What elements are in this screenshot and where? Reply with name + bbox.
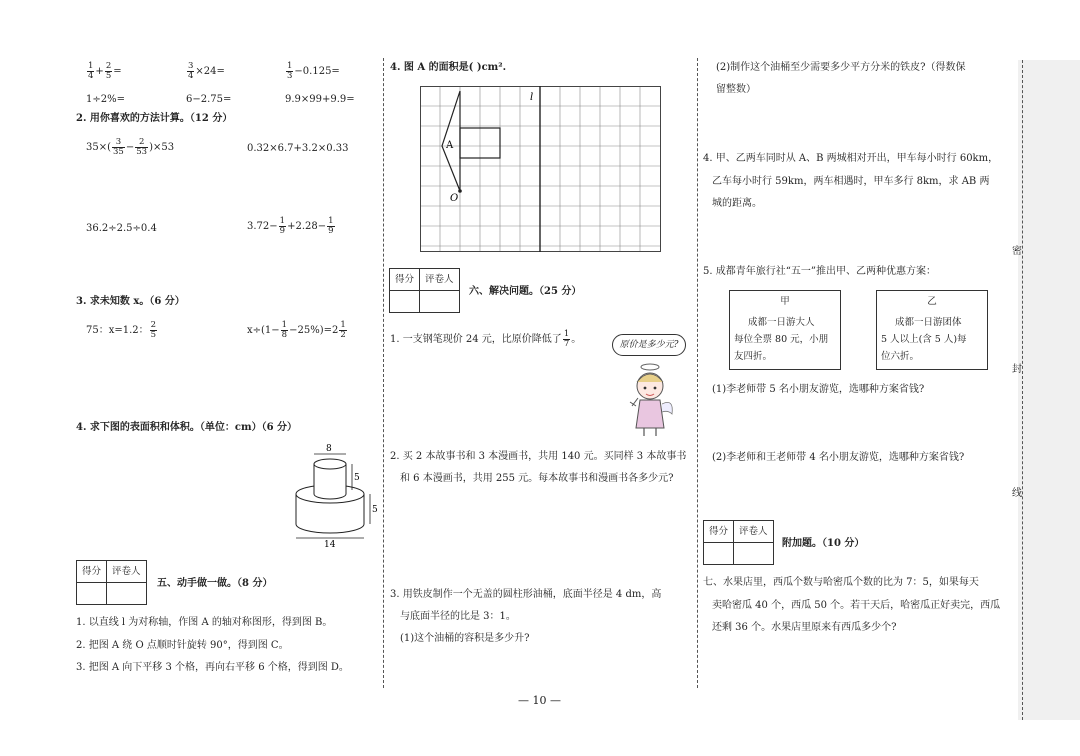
shape-label: A: [446, 140, 454, 151]
problem-text: 2. 买 2 本故事书和 3 本漫画书，共用 140 元。买同样 3 本故事书: [390, 451, 687, 462]
plan-line: 成都一日游大人: [748, 317, 815, 328]
problem-text: 留整数）: [716, 84, 756, 95]
plan-line: 位六折。: [881, 351, 920, 362]
column-divider-2: [697, 58, 698, 688]
drawing-grid[interactable]: [420, 86, 662, 254]
seal-label: 线: [1012, 488, 1022, 499]
column-divider-1: [383, 58, 384, 688]
reviewer-cell[interactable]: [107, 583, 147, 605]
binding-strip: [1018, 60, 1080, 720]
dim-label: 5: [372, 505, 378, 515]
plan-line: 友四折。: [734, 351, 773, 362]
problem-text: 1. 一支钢笔现价 24 元，比原价降低了 $\frac{1}{7}$ 。: [390, 329, 582, 349]
equation: x÷(1− $\frac{1}{8}$ −25%)=2 $\frac{1}{2}$: [247, 320, 346, 340]
calc-item: 6−2.75=: [186, 94, 232, 105]
plan-line: 5 人以上(含 5 人)每: [881, 334, 967, 345]
fraction: $\frac{3}{35}$: [113, 137, 124, 157]
fraction: $\frac{1}{9}$: [279, 216, 286, 236]
fraction: $\frac{2}{53}$: [136, 137, 148, 157]
calc-item: 35×( $\frac{3}{35}$ − $\frac{2}{53}$ )×53: [86, 137, 175, 157]
calc-item: $\frac{3}{4}$ ×24=: [188, 61, 225, 81]
axis-label: l: [530, 92, 534, 103]
problem-text: (2)制作这个油桶至少需要多少平方分米的铁皮?（得数保: [716, 62, 966, 73]
score-cell[interactable]: [77, 583, 107, 605]
plan-line: 每位全票 80 元，小朋: [734, 334, 829, 345]
reviewer-header: 评卷人: [420, 269, 460, 291]
score-header: 得分: [704, 521, 734, 543]
calc-item: 1÷2%=: [86, 94, 125, 105]
reviewer-header: 评卷人: [734, 521, 774, 543]
problem-text: 还剩 36 个。水果店里原来有西瓜多少个?: [712, 622, 897, 633]
speech-bubble: 原价是多少元?: [612, 334, 686, 356]
problem-text: 城的距离。: [712, 198, 762, 209]
problem-text: 和 6 本漫画书，共用 255 元。每本故事书和漫画书各多少元?: [400, 473, 674, 484]
task-item: 3. 把图 A 向下平移 3 个格，再向右平移 6 个格，得到图 D。: [76, 662, 349, 673]
task-item: 2. 把图 A 绕 O 点顺时针旋转 90°，得到图 C。: [76, 640, 289, 651]
question-title: 3. 求未知数 x。（6 分）: [76, 296, 185, 307]
question-title: 2. 用你喜欢的方法计算。（12 分）: [76, 113, 233, 124]
calc-item: $\frac{1}{3}$ −0.125=: [287, 61, 340, 81]
score-header: 得分: [77, 561, 107, 583]
fraction: $\frac{1}{7}$: [563, 329, 570, 349]
reviewer-cell[interactable]: [420, 291, 460, 313]
section-title: 附加题。（10 分）: [782, 538, 865, 549]
problem-text: 5. 成都青年旅行社“五一”推出甲、乙两种优惠方案：: [703, 266, 936, 277]
score-table: [76, 560, 147, 605]
fraction: $\frac{1}{9}$: [328, 216, 334, 236]
problem-text: 乙车每小时行 59km，两车相遇时，甲车多行 8km，求 AB 两: [712, 176, 990, 187]
point-label: O: [450, 193, 459, 204]
problem-text: 卖哈密瓜 40 个，西瓜 50 个。若干天后，哈密瓜正好卖完，西瓜: [712, 600, 1001, 611]
problem-text: (1)这个油桶的容积是多少升?: [400, 633, 530, 644]
top-cylinder-top: [314, 459, 346, 469]
reviewer-cell[interactable]: [734, 543, 774, 565]
calc-item: 9.9×99+9.9=: [285, 94, 355, 105]
plan-title: 甲: [780, 296, 790, 307]
problem-text: (1)李老师带 5 名小朋友游览，选哪种方案省钱?: [712, 384, 925, 395]
dim-label: 8: [326, 444, 332, 454]
fraction: $\frac{3}{4}$: [188, 61, 194, 81]
calc-item: 36.2÷2.5÷0.4: [86, 223, 157, 234]
seal-label: 封: [1012, 364, 1022, 375]
problem-text: 3. 用铁皮制作一个无盖的圆柱形油桶，底面半径是 4 dm，高: [390, 589, 662, 600]
plan-line: 成都一日游团体: [895, 317, 962, 328]
score-cell[interactable]: [390, 291, 420, 313]
dim-label: 14: [324, 540, 336, 548]
fraction: $\frac{2}{5}$: [150, 320, 157, 340]
angel-cartoon-icon: [628, 358, 676, 440]
plan-b-box: [876, 290, 988, 370]
problem-text: (2)李老师和王老师带 4 名小朋友游览，选哪种方案省钱?: [712, 452, 965, 463]
page-number: — 10 —: [518, 694, 561, 707]
fraction: $\frac{1}{8}$: [281, 320, 288, 340]
question-title: 4. 图 A 的面积是( )cm².: [390, 62, 507, 73]
dim-label: 5: [354, 473, 360, 483]
section-title: 六、解决问题。（25 分）: [469, 286, 582, 297]
score-cell[interactable]: [704, 543, 734, 565]
score-header: 得分: [390, 269, 420, 291]
binding-line: [1022, 60, 1023, 720]
point-o: [458, 189, 462, 193]
question-title: 4. 求下图的表面积和体积。（单位：cm）（6 分）: [76, 422, 298, 433]
task-item: 1. 以直线 l 为对称轴，作图 A 的轴对称图形，得到图 B。: [76, 617, 333, 628]
problem-text: 七、水果店里，西瓜个数与哈密瓜个数的比为 7：5，如果每天: [703, 577, 979, 588]
plan-title: 乙: [927, 296, 937, 307]
score-table: [389, 268, 460, 313]
seal-label: 密: [1012, 246, 1022, 257]
problem-text: 4. 甲、乙两车同时从 A、B 两城相对开出，甲车每小时行 60km，: [703, 153, 999, 164]
score-table: [703, 520, 774, 565]
fraction: $\frac{1}{2}$: [340, 320, 346, 340]
calc-item: 0.32×6.7+3.2×0.33: [247, 143, 349, 154]
fraction: $\frac{2}{5}$: [105, 61, 112, 81]
reviewer-header: 评卷人: [107, 561, 147, 583]
fraction: $\frac{1}{4}$: [88, 61, 94, 81]
problem-text: 与底面半径的比是 3：1。: [400, 611, 516, 622]
plan-a-box: [729, 290, 841, 370]
fraction: $\frac{1}{3}$: [287, 61, 293, 81]
equation: 75：x=1.2： $\frac{2}{5}$: [86, 320, 157, 340]
calc-item: 3.72− $\frac{1}{9}$ +2.28− $\frac{1}{9}$: [247, 216, 334, 236]
section-title: 五、动手做一做。（8 分）: [157, 578, 273, 589]
calc-row-1: $\frac{1}{4}$ + $\frac{2}{5}$ =: [88, 61, 122, 81]
cylinder-figure: [286, 440, 386, 548]
